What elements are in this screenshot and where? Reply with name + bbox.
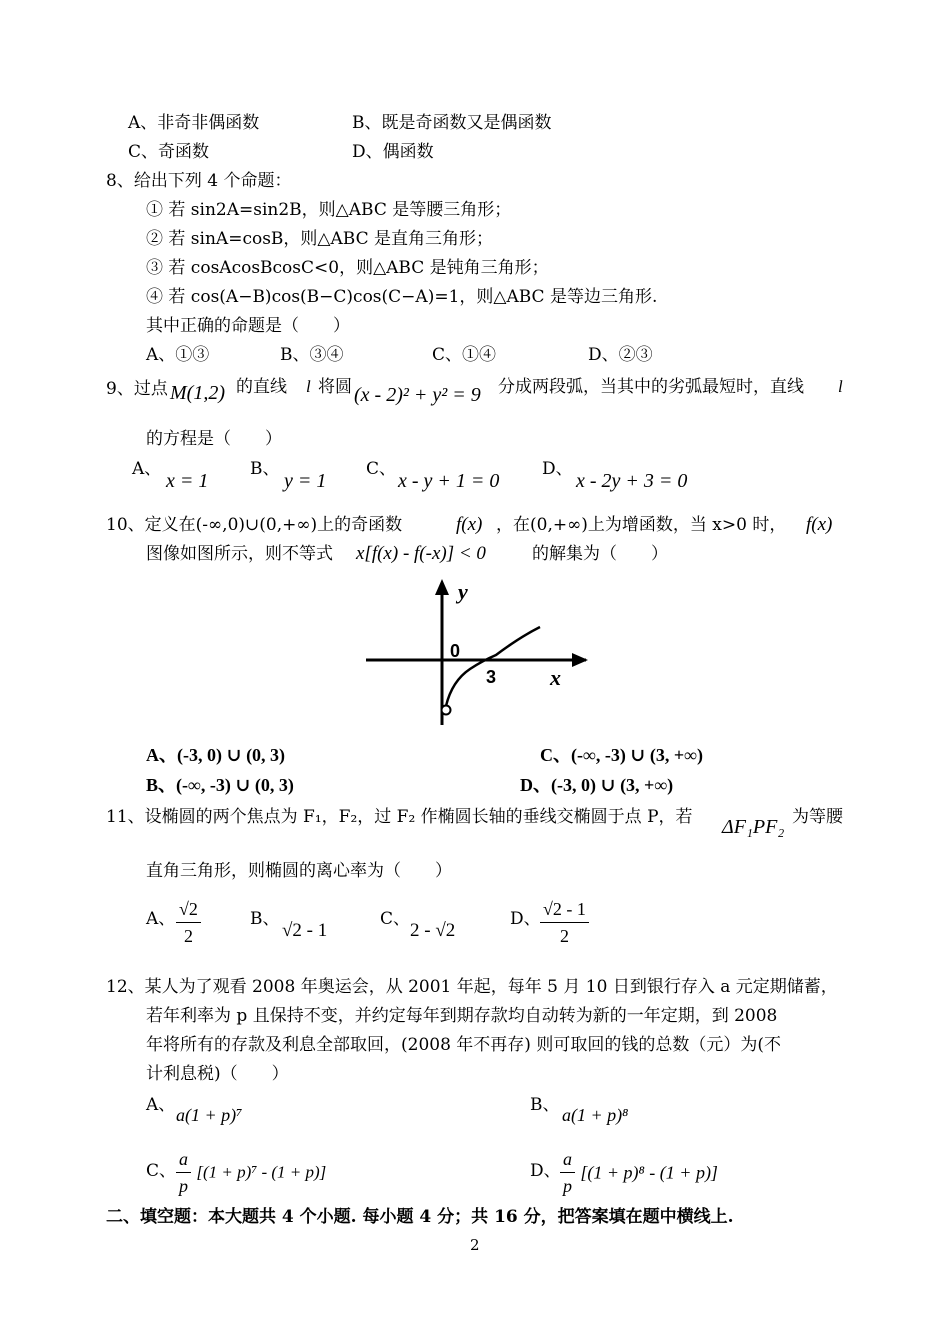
q10-inequality: x[f(x) - f(-x)] < 0: [356, 543, 486, 564]
q11-text-3: 直角三角形，则椭圆的离心率为（ ）: [146, 861, 452, 881]
q9-option-b-label: B、: [250, 459, 280, 479]
q11-text-1: 11、设椭圆的两个焦点为 F₁，F₂，过 F₂ 作椭圆长轴的垂线交椭圆于点 P，若: [106, 807, 693, 827]
page-number: 2: [470, 1236, 480, 1254]
q12-line-2: 若年利率为 p 且保持不变，并约定每年到期存款均自动转为新的一年定期，到 2008: [146, 1006, 778, 1026]
q12-option-d-label: D、: [530, 1161, 561, 1181]
q10-option-c: C、(-∞, -3) ∪ (3, +∞): [540, 745, 703, 765]
q11-option-c: 2 - √2: [410, 920, 456, 941]
q12-d-numerator: a: [560, 1148, 575, 1173]
q11-option-b-label: B、: [250, 909, 280, 929]
q9-option-d-label: D、: [542, 459, 573, 479]
q9-option-c: x - y + 1 = 0: [398, 470, 500, 492]
q10-function-graph: [360, 575, 600, 735]
q9-text-5: 的方程是（ ）: [146, 429, 282, 449]
q11-triangle: ΔF₁PF₂: [722, 816, 785, 838]
q11-option-d: [540, 898, 589, 947]
q12-option-b-label: B、: [530, 1095, 560, 1115]
q9-text-3: 将圆: [318, 377, 352, 397]
q8-option-d: D、②③: [588, 345, 653, 365]
q12-d-denominator: p: [563, 1176, 572, 1196]
q9-text-4: 分成两段弧，当其中的劣弧最短时，直线: [498, 377, 804, 397]
q9-option-b: y = 1: [284, 470, 327, 492]
section-2-heading: 二、填空题：本大题共 4 个小题. 每小题 4 分；共 16 分，把答案填在题中横线上.: [106, 1207, 734, 1227]
graph-y-label: y: [458, 579, 468, 604]
q8-option-a: A、①③: [146, 345, 210, 365]
q10-text-2: ，在(0,+∞)上为增函数，当 x>0 时，: [496, 515, 787, 535]
q10-fx: f(x): [456, 514, 483, 535]
q12-d-expression: [(1 + p)⁸ - (1 + p)]: [580, 1162, 718, 1183]
q11-option-d-label: D、: [510, 909, 541, 929]
q12-c-expression: [(1 + p)⁷ - (1 + p)]: [196, 1162, 327, 1182]
q12-option-a: a(1 + p)⁷: [176, 1105, 243, 1125]
q11-option-a: [176, 898, 201, 947]
q11-d-numerator: √2 - 1: [540, 898, 589, 923]
q12-line-4: 计利息税)（ ）: [146, 1064, 289, 1084]
q8-proposition-3: ③ 若 cosAcosBcosC<0，则△ABC 是钝角三角形；: [146, 258, 549, 278]
q11-option-b: √2 - 1: [282, 920, 328, 941]
q10-option-d: D、(-3, 0) ∪ (3, +∞): [520, 775, 674, 795]
q9-point: M(1,2): [170, 382, 225, 404]
q11-text-2: 为等腰: [792, 807, 843, 827]
q9-circle: (x - 2)² + y² = 9: [354, 384, 481, 406]
q12-line-1: 12、某人为了观看 2008 年奥运会，从 2001 年起，每年 5 月 10 日到银行存入 a 元定期储蓄，: [106, 977, 838, 997]
graph-y-arrow: [435, 579, 449, 595]
graph-root-label: 3: [486, 667, 497, 687]
q12-option-c: [176, 1148, 326, 1197]
q8-stem: 8、给出下列 4 个命题：: [106, 171, 292, 191]
q11-a-denominator: 2: [183, 926, 193, 946]
q8-ask: 其中正确的命题是（ ）: [146, 316, 350, 336]
q8-proposition-2: ② 若 sinA=cosB，则△ABC 是直角三角形；: [146, 229, 493, 249]
q9-option-a: x = 1: [166, 470, 209, 492]
q10-fx-2: f(x): [806, 514, 833, 535]
q10-text-4: 的解集为（ ）: [532, 544, 668, 564]
q9-option-d: x - 2y + 3 = 0: [576, 470, 688, 492]
q7-option-a: A、非奇非偶函数: [128, 113, 260, 133]
q9-option-c-label: C、: [366, 459, 397, 479]
q9-line-ref: l: [838, 377, 843, 396]
q10-text-1: 10、定义在(-∞,0)∪(0,+∞)上的奇函数: [106, 515, 403, 535]
q7-option-c: C、奇函数: [128, 142, 210, 162]
q7-option-d: D、偶函数: [352, 142, 434, 162]
graph-x-arrow: [572, 653, 588, 667]
q11-option-a-label: A、: [146, 909, 176, 929]
q9-line: l: [306, 377, 311, 396]
q8-proposition-4: ④ 若 cos(A−B)cos(B−C)cos(C−A)=1，则△ABC 是等边三角形.: [146, 287, 658, 307]
q10-option-a: A、(-3, 0) ∪ (0, 3): [146, 745, 286, 765]
q11-d-denominator: 2: [559, 926, 569, 946]
graph-x-label: x: [550, 665, 561, 690]
q9-text-2: 的直线: [236, 377, 287, 397]
q12-option-c-label: C、: [146, 1161, 177, 1181]
q10-text-3: 图像如图所示，则不等式: [146, 544, 333, 564]
q12-option-b: a(1 + p)⁸: [562, 1105, 629, 1125]
q11-option-c-label: C、: [380, 909, 411, 929]
q7-option-b: B、既是奇函数又是偶函数: [352, 113, 552, 133]
q9-option-a-label: A、: [132, 459, 162, 479]
q8-option-c: C、①④: [432, 345, 497, 365]
q12-option-a-label: A、: [146, 1095, 176, 1115]
q8-proposition-1: ① 若 sin2A=sin2B，则△ABC 是等腰三角形；: [146, 200, 512, 220]
q10-option-b: B、(-∞, -3) ∪ (0, 3): [146, 775, 294, 795]
q11-a-numerator: √2: [176, 898, 201, 923]
q12-option-d: [560, 1148, 718, 1197]
graph-origin-label: 0: [450, 641, 461, 661]
graph-open-point: [442, 706, 451, 715]
q9-text-1: 9、过点: [106, 379, 168, 399]
q12-c-denominator: p: [179, 1176, 188, 1196]
q12-line-3: 年将所有的存款及利息全部取回，(2008 年不再存) 则可取回的钱的总数（元）为(不: [146, 1035, 781, 1055]
q8-option-b: B、③④: [280, 345, 344, 365]
q12-c-numerator: a: [176, 1148, 191, 1173]
